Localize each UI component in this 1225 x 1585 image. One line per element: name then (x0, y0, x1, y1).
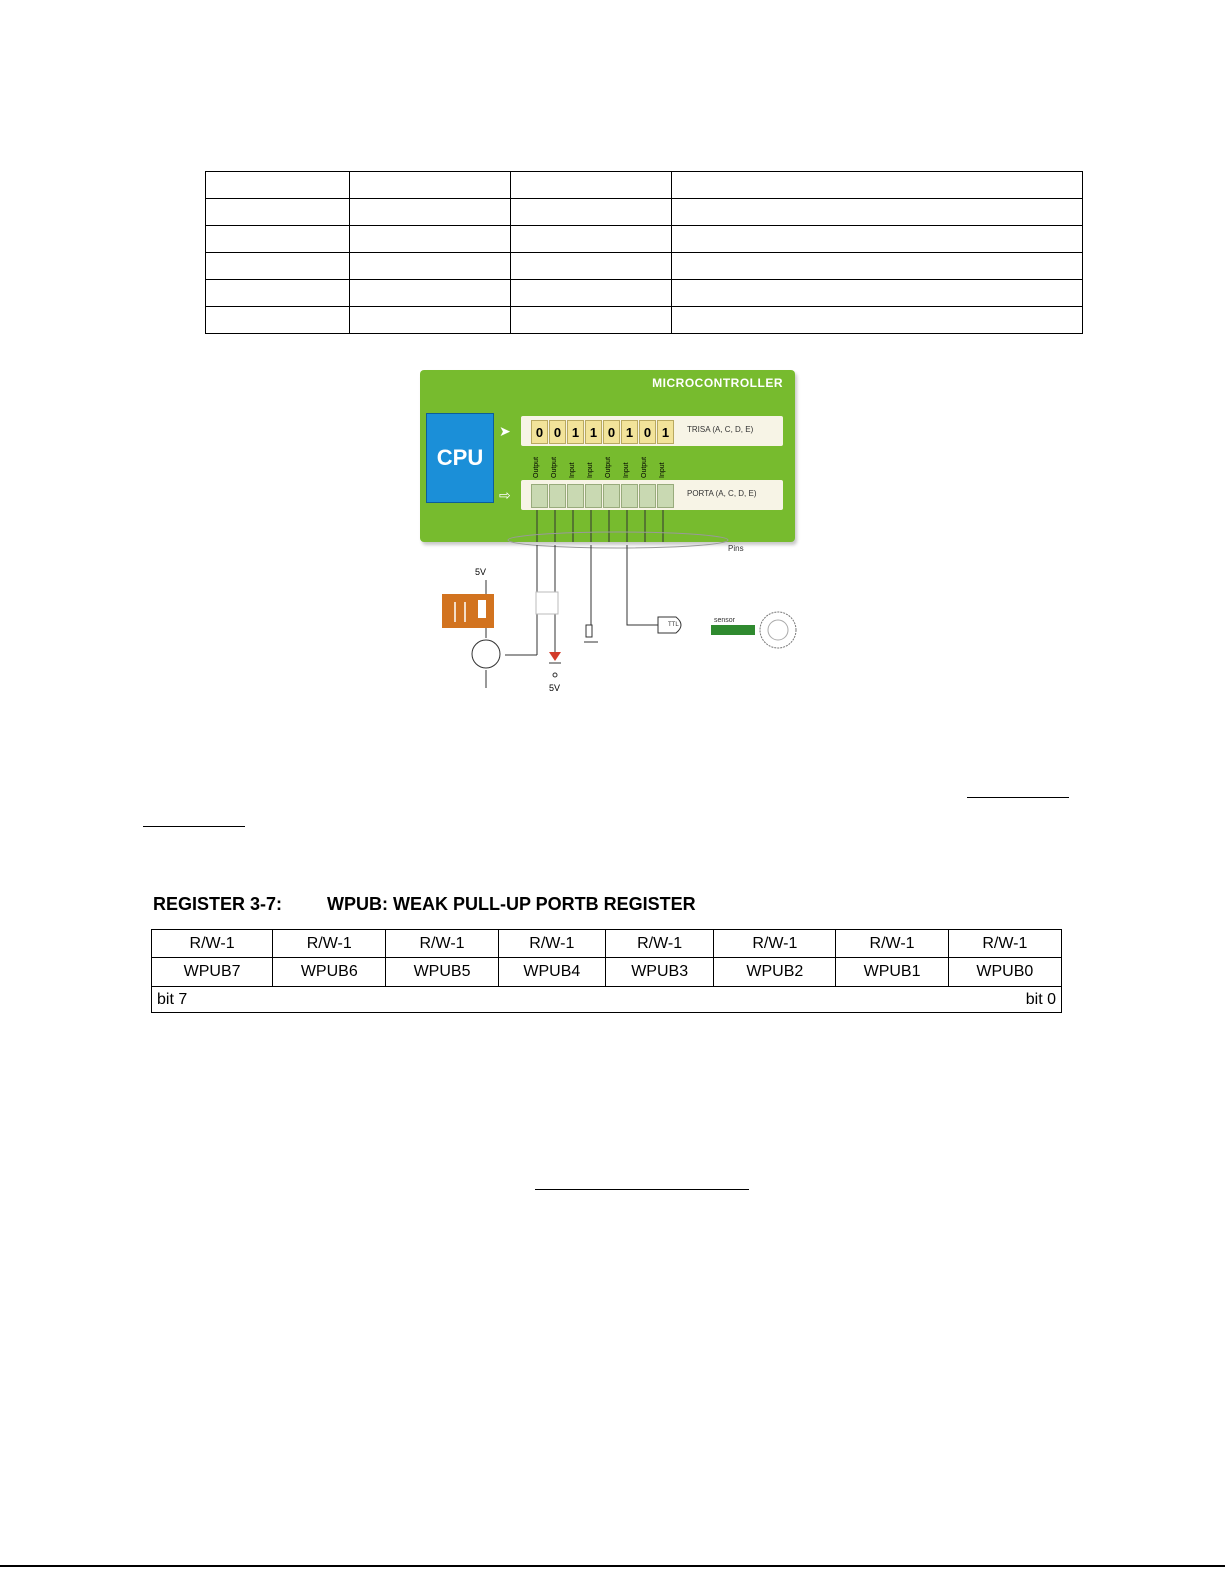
table-row (206, 226, 1083, 253)
table-cell (206, 280, 350, 307)
table-row (206, 307, 1083, 334)
table-cell (350, 172, 511, 199)
tris-bit-cell: 1 (657, 420, 674, 444)
tris-bit-cell: 0 (531, 420, 548, 444)
figure-title: MICROCONTROLLER (652, 376, 783, 390)
table-cell (672, 172, 1083, 199)
msb-label: bit 7 (157, 990, 188, 1008)
underline-segment (535, 1189, 749, 1190)
table-cell (672, 253, 1083, 280)
underline-segment (967, 797, 1069, 798)
tris-bit-cell: 0 (603, 420, 620, 444)
pin-direction-label: Input (659, 462, 666, 478)
arrow-right-icon: ➤ (499, 423, 511, 439)
arrow-right-icon: ⇨ (499, 487, 511, 503)
bit-name-row (152, 958, 1062, 987)
port-register-label: PORTA (A, C, D, E) (687, 489, 757, 498)
underline-segment (143, 826, 245, 827)
sensor-bar (711, 625, 755, 635)
table-cell (206, 199, 350, 226)
table-cell (206, 253, 350, 280)
table-cell (206, 307, 350, 334)
pin-direction-label: Input (587, 462, 594, 478)
access-cell: R/W-1 (948, 930, 1061, 958)
tris-register-label: TRISA (A, C, D, E) (687, 425, 754, 434)
access-cell: R/W-1 (714, 930, 836, 958)
table-cell (511, 307, 672, 334)
table-cell (350, 199, 511, 226)
pin-direction-label: Output (641, 456, 648, 478)
table-cell (511, 172, 672, 199)
tris-bit-cell: 1 (567, 420, 584, 444)
table-row (206, 280, 1083, 307)
bit-range-cell (152, 987, 1062, 1013)
table-row (206, 253, 1083, 280)
tris-bit-cell: 1 (585, 420, 602, 444)
tris-bit-cell: 0 (639, 420, 656, 444)
table-cell (672, 307, 1083, 334)
bit-name-cell: WPUB2 (714, 958, 836, 987)
table-cell (511, 199, 672, 226)
pins-label: Pins (728, 544, 744, 553)
pin-direction-label: Input (623, 462, 630, 478)
bit-name-cell: WPUB5 (386, 958, 498, 987)
pin-direction-label: Input (569, 462, 576, 478)
access-cell: R/W-1 (273, 930, 386, 958)
register-number: REGISTER 3-7: (153, 894, 283, 914)
microcontroller-figure (418, 370, 803, 700)
table-cell (350, 280, 511, 307)
transistor-symbol (472, 640, 500, 668)
button-symbol (586, 625, 592, 637)
access-cell: R/W-1 (386, 930, 498, 958)
gear-icon (760, 612, 796, 648)
led-symbol (549, 652, 561, 661)
pin-direction-label: Output (533, 456, 540, 478)
table-cell (206, 172, 350, 199)
table-cell (511, 226, 672, 253)
register-table (151, 929, 1062, 1013)
ttl-label: TTL (668, 622, 679, 628)
bit-name-cell: WPUB6 (273, 958, 386, 987)
lsb-label: bit 0 (1025, 990, 1056, 1008)
register-name: WPUB: WEAK PULL-UP PORTB REGISTER (327, 894, 696, 914)
table-cell (350, 253, 511, 280)
tris-bit-cell: 1 (621, 420, 638, 444)
table-cell (350, 226, 511, 253)
bit-range-row (152, 987, 1062, 1013)
table-cell (206, 226, 350, 253)
table-cell (672, 226, 1083, 253)
cpu-block: CPU (426, 413, 494, 503)
access-cell: R/W-1 (498, 930, 605, 958)
register-title (153, 894, 696, 915)
empty-table (205, 171, 1083, 334)
access-cell: R/W-1 (836, 930, 948, 958)
access-cell: R/W-1 (152, 930, 273, 958)
bit-name-cell: WPUB1 (836, 958, 948, 987)
access-cell: R/W-1 (605, 930, 713, 958)
page-bottom-rule (0, 1565, 1225, 1567)
table-cell (350, 307, 511, 334)
relay-block (442, 594, 494, 628)
bit-name-cell: WPUB3 (605, 958, 713, 987)
bit-name-cell: WPUB4 (498, 958, 605, 987)
supply-top-label: 5V (475, 567, 487, 577)
table-row (206, 172, 1083, 199)
tris-bit-cell: 0 (549, 420, 566, 444)
sensor-label: sensor (714, 617, 736, 624)
pins-ellipse (508, 532, 728, 548)
circuit-drawing (418, 370, 803, 700)
pin-direction-label: Output (605, 456, 612, 478)
supply-bottom-label: 5V (549, 683, 561, 693)
bit-name-cell: WPUB7 (152, 958, 273, 987)
table-row (206, 199, 1083, 226)
pin-direction-label: Output (551, 456, 558, 478)
table-cell (672, 199, 1083, 226)
table-cell (511, 253, 672, 280)
table-cell (672, 280, 1083, 307)
bit-name-cell: WPUB0 (948, 958, 1061, 987)
table-cell (511, 280, 672, 307)
access-row (152, 930, 1062, 958)
